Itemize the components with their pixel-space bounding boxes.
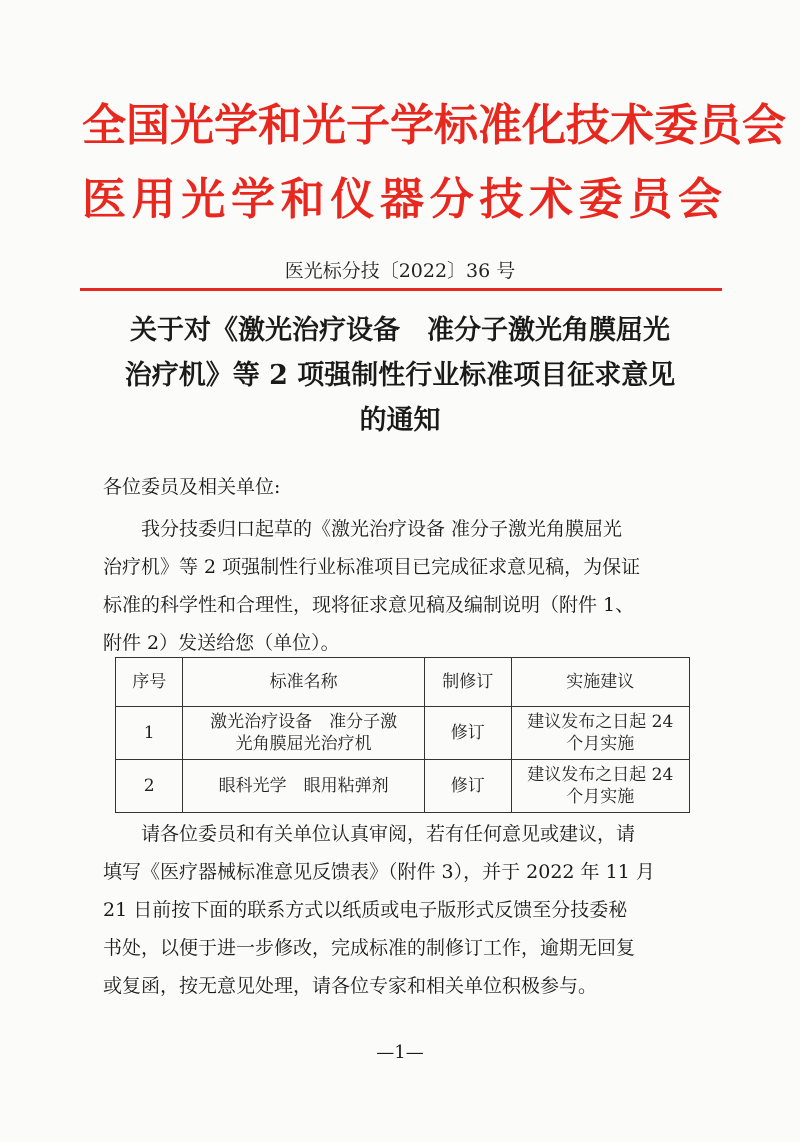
- paragraph-line: 标准的科学性和合理性，现将征求意见稿及编制说明（附件 1、: [103, 594, 635, 616]
- header-serial: 序号: [116, 658, 183, 707]
- title-line3: 的通知: [359, 405, 441, 436]
- cell-revision-type: 修订: [424, 707, 511, 760]
- document-number: 医光标分技〔2022〕36 号: [284, 260, 516, 282]
- org-name-line1: 全国光学和光子学标准化技术委员会: [82, 100, 786, 151]
- org-name-line2: 医用光学和仪器分技术委员会: [82, 174, 722, 225]
- paragraph-line: 填写《医疗器械标准意见反馈表》（附件 3），并于 2022 年 11 月: [103, 861, 655, 883]
- cell-serial: 1: [116, 707, 183, 760]
- cell-standard-name: [183, 707, 424, 760]
- cell-standard-name: [183, 760, 424, 813]
- paragraph-line: 治疗机》等 2 项强制性行业标准项目已完成征求意见稿，为保证: [103, 556, 641, 578]
- impl-line: 个月实施: [566, 734, 635, 754]
- paragraph-request: [103, 815, 709, 1005]
- paragraph-line: 21 日前按下面的联系方式以纸质或电子版形式反馈至分技委秘: [103, 899, 628, 921]
- paragraph-intro: [103, 510, 709, 662]
- table-row: [116, 707, 690, 760]
- paragraph-line: 请各位委员和有关单位认真审阅，若有任何意见或建议，请: [103, 823, 636, 845]
- red-header-rule: [80, 288, 722, 291]
- header-revision-type: 制修订: [424, 658, 511, 707]
- title-line2: 治疗机》等 2 项强制性行业标准项目征求意见: [124, 360, 676, 391]
- cell-implementation: [511, 707, 689, 760]
- paragraph-line: 我分技委归口起草的《激光治疗设备 准分子激光角膜屈光: [103, 518, 623, 540]
- table-row: [116, 760, 690, 813]
- salutation: 各位委员及相关单位:: [103, 476, 281, 498]
- paragraph-line: 或复函，按无意见处理，请各位专家和相关单位积极参与。: [103, 975, 598, 997]
- name-line: 激光治疗设备 准分子激: [210, 712, 398, 732]
- title-line1: 关于对《激光治疗设备 准分子激光角膜屈光: [130, 315, 670, 346]
- cell-implementation: [511, 760, 689, 813]
- paragraph-line: 书处，以便于进一步修改，完成标准的制修订工作，逾期无回复: [103, 937, 636, 959]
- name-line: 光角膜屈光治疗机: [235, 734, 372, 754]
- notice-title: [80, 308, 720, 443]
- impl-line: 建议发布之日起 24: [527, 712, 674, 732]
- paragraph-line: 附件 2）发送给您（单位）。: [103, 632, 340, 654]
- header-standard-name: 标准名称: [183, 658, 424, 707]
- page-number: —1—: [376, 1042, 424, 1063]
- header-implementation: 实施建议: [511, 658, 689, 707]
- cell-revision-type: 修订: [424, 760, 511, 813]
- cell-serial: 2: [116, 760, 183, 813]
- standards-table: [115, 657, 690, 813]
- impl-line: 个月实施: [566, 787, 635, 807]
- impl-line: 建议发布之日起 24: [527, 765, 674, 785]
- name-line: 眼科光学 眼用粘弹剂: [218, 776, 389, 796]
- table-header-row: [116, 658, 690, 707]
